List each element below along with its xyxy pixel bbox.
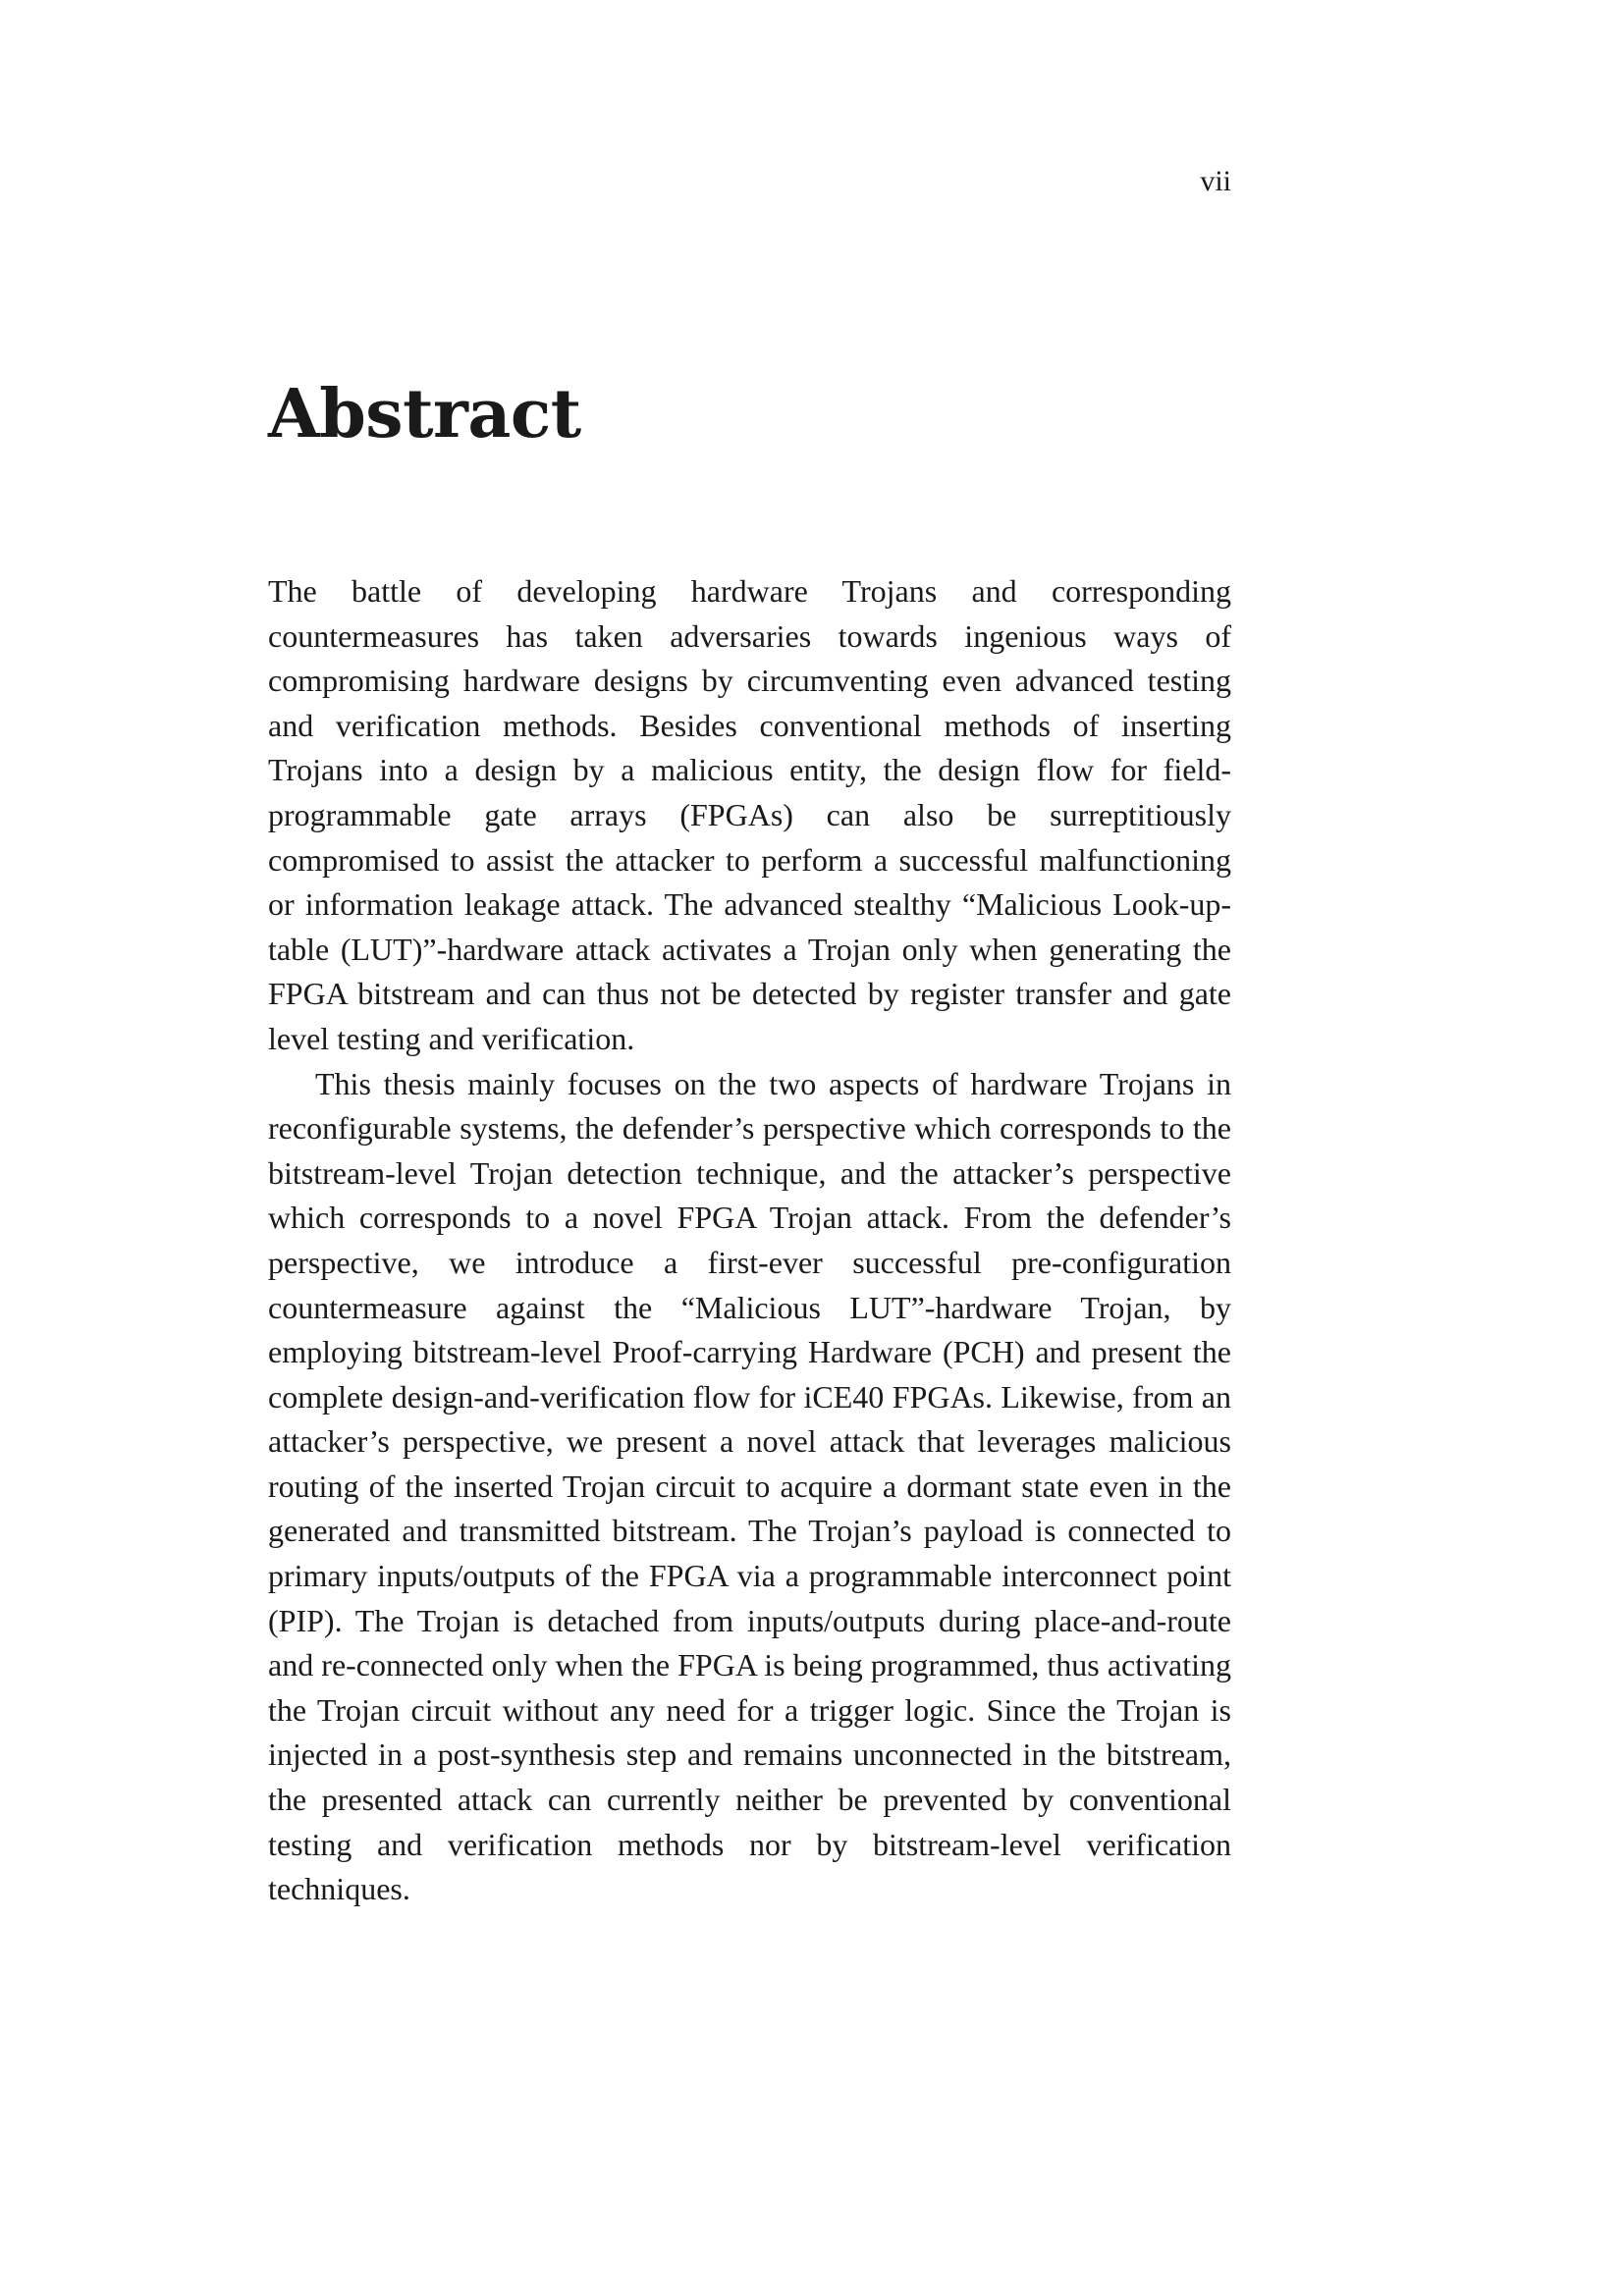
chapter-title: Abstract	[268, 375, 581, 454]
paragraph: The battle of developing hardware Trojans and corresponding countermeasures has taken adversaries towards ingenious ways of compromising hardware designs by circumventing even advanced testing and verification methods. Besides conventional methods of inserting Trojans into a design by a malicious entity, the design flow for field-programmable gate arrays (FPGAs) can also be surreptitiously compromised to assist the attacker to perform a successful malfunctioning or information leakage attack. The advanced stealthy “Malicious Look-up-table (LUT)”-hardware attack activates a Trojan only when generating the FPGA bitstream and can thus not be detected by register transfer and gate level testing and verification.	[268, 573, 1231, 1056]
abstract-body	[268, 569, 1231, 1912]
page-number: vii	[1200, 165, 1231, 197]
paragraph: This thesis mainly focuses on the two aspects of hardware Trojans in reconfigurable systems, the defender’s perspective which corresponds to the bitstream-level Trojan detection technique, and the attacker’s perspective which corresponds to a novel FPGA Trojan attack. From the defender’s perspective, we introduce a first-ever successful pre-configuration countermeasure against the “Malicious LUT”-hardware Trojan, by employing bitstream-level Proof-carrying Hardware (PCH) and present the complete design-and-verification flow for iCE40 FPGAs. Likewise, from an attacker’s perspective, we present a novel attack that leverages malicious routing of the inserted Trojan circuit to acquire a dormant state even in the generated and transmitted bitstream. The Trojan’s payload is connected to primary inputs/outputs of the FPGA via a programmable interconnect point (PIP). The Trojan is detached from inputs/outputs during place-and-route and re-connected only when the FPGA is being programmed, thus activating the Trojan circuit without any need for a trigger logic. Since the Trojan is injected in a post-synthesis step and remains unconnected in the bitstream, the presented attack can currently neither be prevented by conventional testing and verification methods nor by bitstream-level verification techniques.	[268, 1065, 1231, 1907]
